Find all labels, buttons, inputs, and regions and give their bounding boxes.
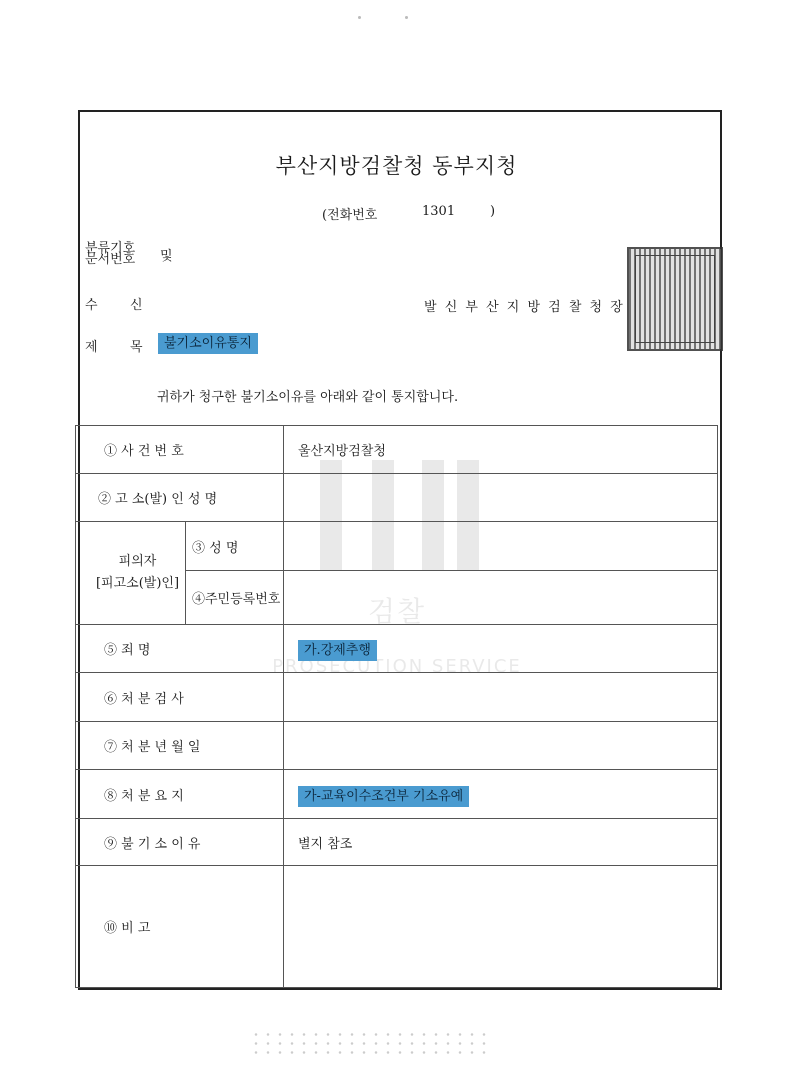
phone-line xyxy=(322,204,496,223)
table-row xyxy=(76,673,718,722)
suspect-name-value xyxy=(284,522,718,571)
phone-close: ) xyxy=(490,204,496,219)
charge-value xyxy=(284,625,718,673)
table-row xyxy=(76,522,718,571)
sender-suffix: 장 xyxy=(610,300,625,315)
table-row xyxy=(76,625,718,673)
sender-line xyxy=(424,296,625,315)
prosecutor-value xyxy=(284,673,718,722)
subject-label-1: 제 xyxy=(85,340,98,355)
suspect-id-label: ④주민등록번호 xyxy=(186,571,284,625)
remarks-value xyxy=(284,866,718,988)
subject-value xyxy=(158,332,258,351)
suspect-group-line2: [피고소(발)인] xyxy=(95,576,180,591)
official-seal-stamp xyxy=(627,247,723,351)
table-row xyxy=(76,819,718,866)
suspect-name-label: ③ 성 명 xyxy=(186,522,284,571)
suspect-group-line1: 피의자 xyxy=(118,554,157,569)
prosecutor-label: ⑥ 처 분 검 사 xyxy=(76,673,284,722)
table-row xyxy=(76,722,718,770)
charge-highlight: 가.강제추행 xyxy=(298,640,377,661)
classification-label xyxy=(85,243,135,265)
suspect-id-value xyxy=(284,571,718,625)
table-row xyxy=(76,866,718,988)
phone-label: (전화번호 xyxy=(322,208,378,223)
summary-value xyxy=(284,770,718,819)
charge-label: ⑤ 죄 명 xyxy=(76,625,284,673)
reason-label: ⑨ 불 기 소 이 유 xyxy=(76,819,284,866)
subject-label-2: 목 xyxy=(130,340,143,355)
date-label: ⑦ 처 분 년 월 일 xyxy=(76,722,284,770)
case-no-value: 울산지방검찰청 xyxy=(284,426,718,474)
classification-label-line2: 문서번호 xyxy=(85,252,136,267)
notice-text: 귀하가 청구한 불기소이유를 아래와 같이 통지합니다. xyxy=(157,390,459,405)
remarks-label: ⑩ 비 고 xyxy=(76,866,284,988)
complainant-value xyxy=(284,474,718,522)
watermark-text: PROSECUTION SERVICE xyxy=(272,656,522,677)
date-value xyxy=(284,722,718,770)
suspect-group-label xyxy=(76,522,186,625)
case-no-label: ① 사 건 번 호 xyxy=(76,426,284,474)
recipient-label-2: 신 xyxy=(130,298,143,313)
case-info-table xyxy=(75,425,718,988)
document-title: 부산지방검찰청 동부지청 xyxy=(275,154,518,178)
classification-label-line1: 분류기호 xyxy=(85,241,136,256)
table-row xyxy=(76,426,718,474)
table-row xyxy=(76,770,718,819)
classification-and: 및 xyxy=(160,249,173,264)
summary-highlight: 가-교육이수조건부 기소유예 xyxy=(298,786,469,807)
recipient-label-1: 수 xyxy=(85,298,98,313)
sender-label: 발 신 부 산 지 방 검 찰 청 xyxy=(424,300,611,315)
reason-value: 별지 참조 xyxy=(284,819,718,866)
phone-number: 1301 xyxy=(422,204,456,219)
complainant-label: ② 고 소(발) 인 성 명 xyxy=(76,474,284,522)
dotted-footer-pattern xyxy=(250,1030,490,1060)
summary-label: ⑧ 처 분 요 지 xyxy=(76,770,284,819)
subject-highlight: 불기소이유통지 xyxy=(158,333,258,354)
watermark-glyph: 검찰 xyxy=(367,595,427,628)
table-row xyxy=(76,474,718,522)
